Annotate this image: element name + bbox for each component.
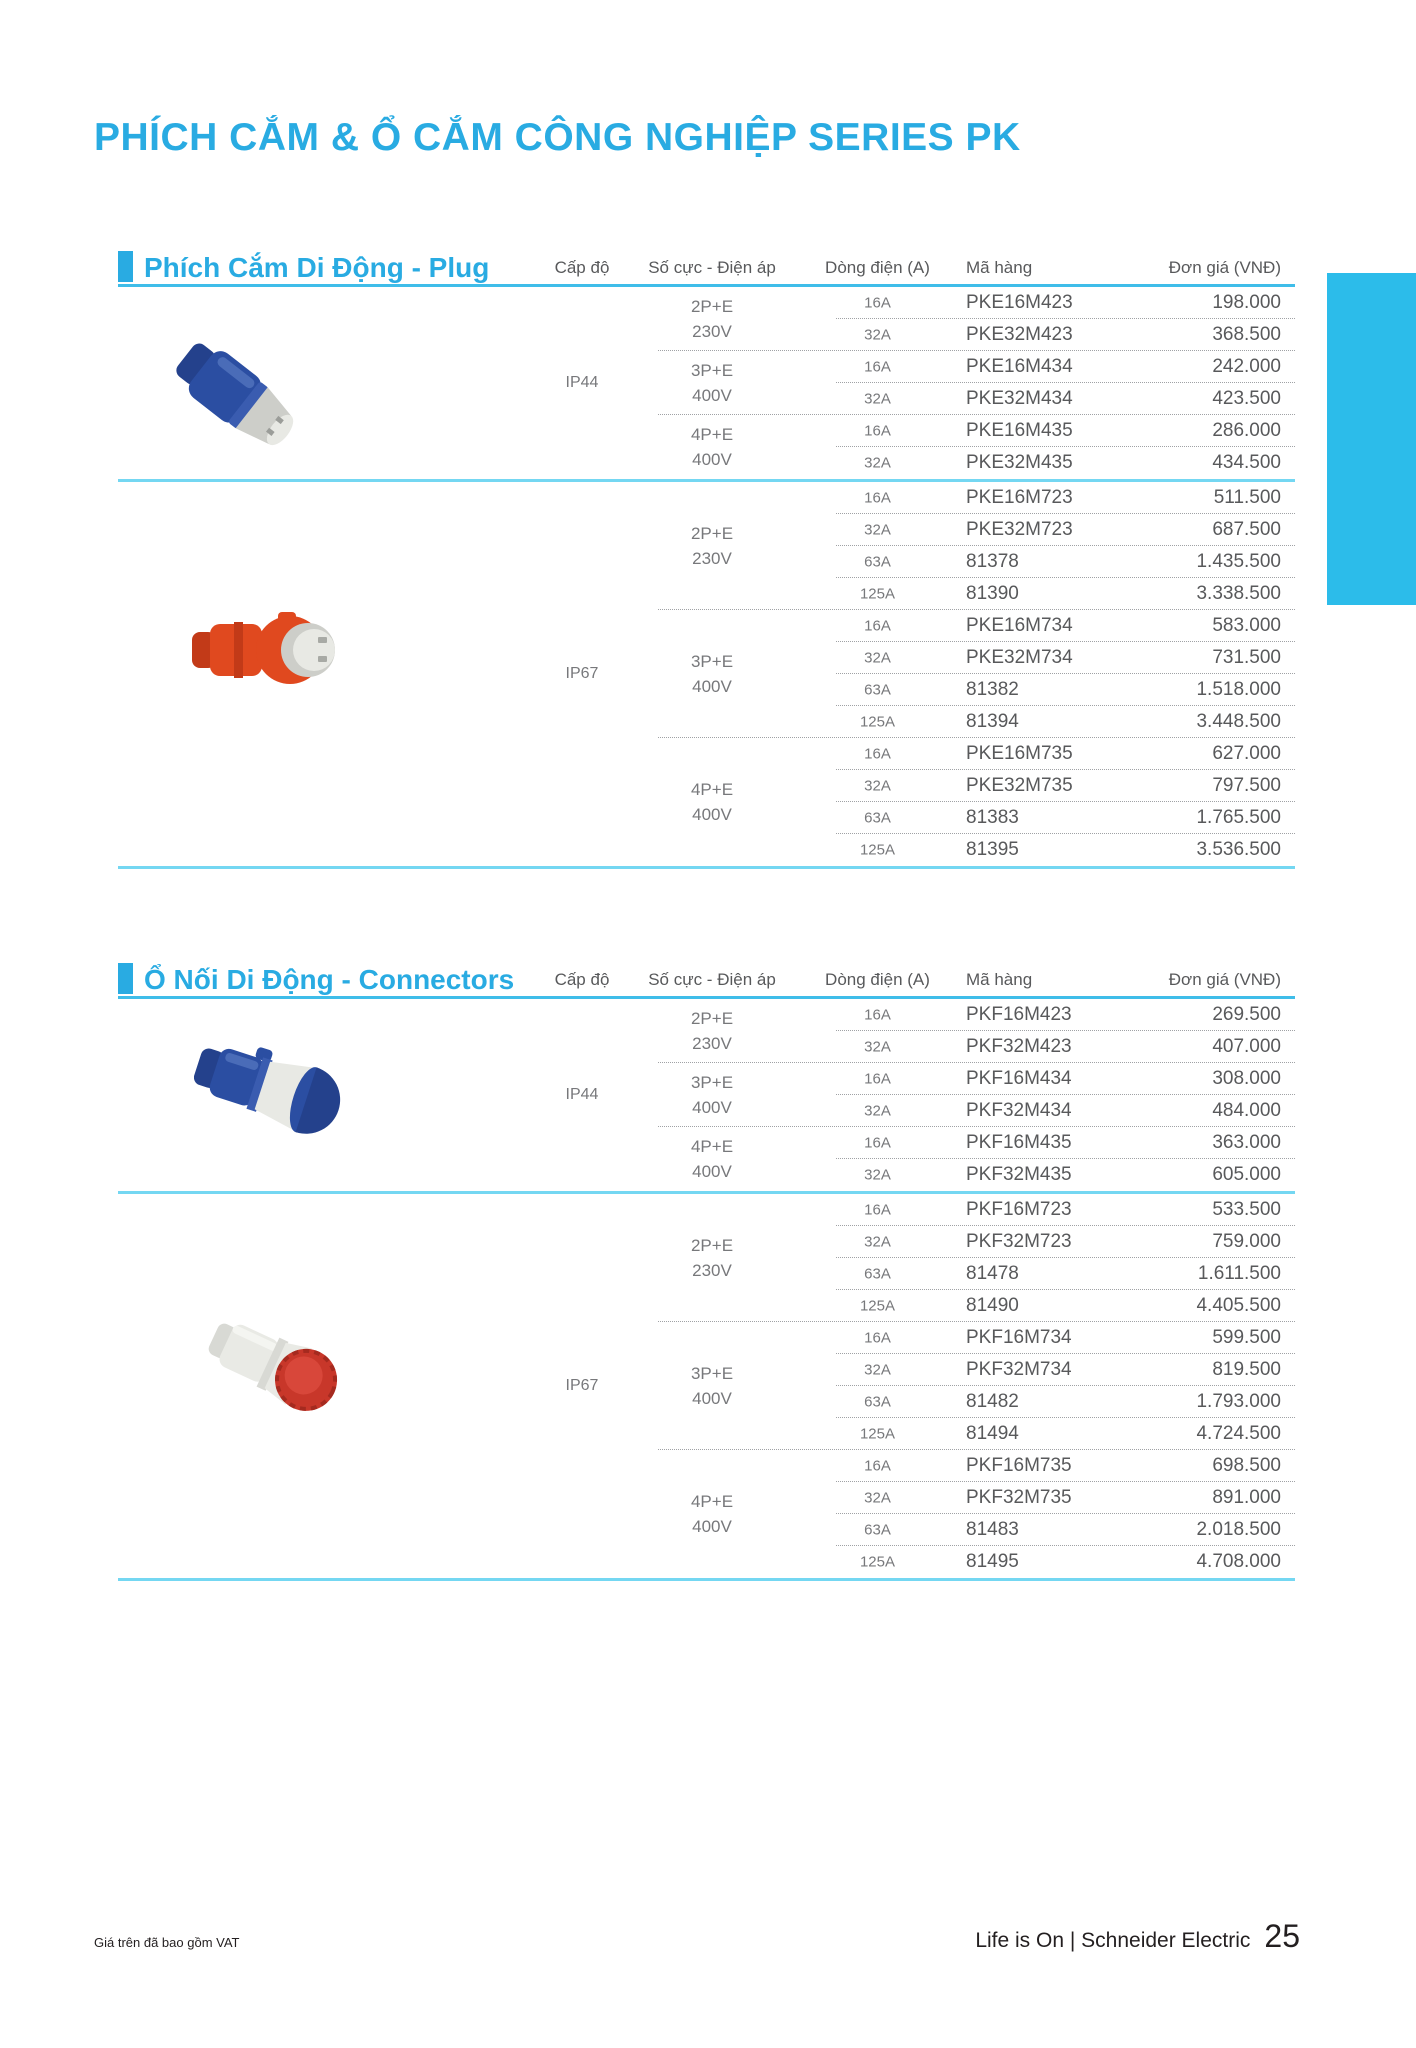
part-code-cell: PKE32M734 [966,647,1073,668]
part-code-cell: PKE32M723 [966,519,1073,540]
current-cell: 32A [864,1233,891,1251]
part-code-cell: PKE32M735 [966,775,1073,796]
column-header-mahang: Mã hàng [966,970,1033,989]
column-header-capdo: Cấp độ [554,970,610,989]
vat-note: Giá trên đã bao gồm VAT [94,1935,240,1950]
part-code-cell: PKF32M434 [966,1100,1072,1121]
part-code-cell: PKF16M434 [966,1068,1072,1089]
poles-voltage: 3P+E 400V [690,1073,734,1117]
part-code-cell: 81495 [966,1551,1019,1572]
current-cell: 16A [864,1201,891,1219]
price-cell: 599.500 [1212,1327,1281,1348]
column-header-dongia: Đơn giá (VNĐ) [1168,970,1281,989]
price-cell: 687.500 [1212,519,1281,540]
part-code-cell: 81494 [966,1423,1019,1444]
poles-voltage: 3P+E 400V [690,1364,734,1408]
current-cell: 63A [864,1393,891,1411]
table-row [118,482,1295,514]
current-cell: 32A [864,1102,891,1120]
price-cell: 533.500 [1212,1199,1281,1220]
table-row [118,319,1295,351]
subgroup [118,1322,1295,1450]
price-cell: 368.500 [1212,324,1281,345]
part-code-cell: 81378 [966,551,1019,572]
part-code-cell: 81394 [966,711,1019,732]
table-row [118,415,1295,447]
table-row [118,834,1295,866]
table-row [118,674,1295,706]
table-row [118,1127,1295,1159]
price-cell: 1.765.500 [1196,807,1281,828]
part-code-cell: PKF32M735 [966,1487,1072,1508]
price-cell: 759.000 [1212,1231,1281,1252]
column-header-mahang: Mã hàng [966,258,1033,277]
price-cell: 198.000 [1212,292,1281,313]
current-cell: 125A [859,1297,896,1315]
page-number: 25 [1264,1918,1300,1954]
price-cell: 434.500 [1212,452,1281,473]
current-cell: 32A [864,777,891,795]
poles-voltage: 4P+E 400V [690,1492,734,1536]
table-row [118,351,1295,383]
table-row [118,578,1295,610]
table-row [118,447,1295,479]
price-cell: 484.000 [1212,1100,1281,1121]
price-cell: 2.018.500 [1196,1519,1281,1540]
part-code-cell: 81482 [966,1391,1019,1412]
section-1 [118,240,1295,869]
column-header-socuc: Số cực - Điện áp [648,970,776,989]
table-row [118,770,1295,802]
current-cell: 32A [864,390,891,408]
current-cell: 32A [864,1166,891,1184]
part-code-cell: PKE16M723 [966,487,1073,508]
current-cell: 125A [859,1425,896,1443]
column-header-dong: Dòng điện (A) [825,258,930,277]
current-cell: 125A [859,841,896,859]
table-row [118,1159,1295,1191]
price-cell: 286.000 [1212,420,1281,441]
ip-rating: IP44 [565,374,599,391]
table-row [118,738,1295,770]
table-row [118,287,1295,319]
subgroup [118,415,1295,479]
column-header-dong: Dòng điện (A) [825,970,930,989]
section-header [118,240,1295,287]
subgroup [118,999,1295,1063]
price-cell: 891.000 [1212,1487,1281,1508]
current-cell: 16A [864,1329,891,1347]
current-cell: 63A [864,1521,891,1539]
part-code-cell: PKF32M435 [966,1164,1072,1185]
part-code-cell: PKE32M435 [966,452,1073,473]
table-row [118,1546,1295,1578]
table-row [118,1386,1295,1418]
part-code-cell: 81490 [966,1295,1019,1316]
price-cell: 3.448.500 [1196,711,1281,732]
table-row [118,1031,1295,1063]
table-row [118,546,1295,578]
price-cell: 698.500 [1212,1455,1281,1476]
price-cell: 627.000 [1212,743,1281,764]
table-row [118,802,1295,834]
current-cell: 63A [864,809,891,827]
part-code-cell: 81382 [966,679,1019,700]
side-tab [1327,273,1416,605]
footer-brand [975,1918,1300,1955]
current-cell: 32A [864,649,891,667]
price-cell: 423.500 [1212,388,1281,409]
part-code-cell: PKF32M723 [966,1231,1072,1252]
subgroup [118,287,1295,351]
poles-voltage: 3P+E 400V [690,361,734,405]
group-ip67 [118,482,1295,869]
price-cell: 1.793.000 [1196,1391,1281,1412]
ip-rating: IP67 [565,665,599,682]
column-header-capdo: Cấp độ [554,258,610,277]
price-cell: 797.500 [1212,775,1281,796]
part-code-cell: PKF32M423 [966,1036,1072,1057]
table-row [118,642,1295,674]
part-code-cell: PKE16M435 [966,420,1073,441]
price-cell: 363.000 [1212,1132,1281,1153]
current-cell: 32A [864,1489,891,1507]
table-row [118,1514,1295,1546]
subgroup [118,738,1295,866]
price-cell: 605.000 [1212,1164,1281,1185]
part-code-cell: PKE16M734 [966,615,1073,636]
part-code-cell: PKE16M423 [966,292,1073,313]
table-row [118,1226,1295,1258]
current-cell: 16A [864,617,891,635]
table-row [118,1354,1295,1386]
part-code-cell: 81390 [966,583,1019,604]
table-row [118,1322,1295,1354]
subgroup [118,1194,1295,1322]
table-row [118,1418,1295,1450]
group-ip44 [118,999,1295,1194]
price-cell: 731.500 [1212,647,1281,668]
part-code-cell: PKE16M434 [966,356,1073,377]
part-code-cell: PKF16M723 [966,1199,1072,1220]
current-cell: 32A [864,1038,891,1056]
price-cell: 3.536.500 [1196,839,1281,860]
part-code-cell: 81383 [966,807,1019,828]
group-ip44 [118,287,1295,482]
current-cell: 63A [864,681,891,699]
subgroup [118,482,1295,610]
subgroup [118,351,1295,415]
current-cell: 16A [864,1006,891,1024]
subgroup [118,1450,1295,1578]
poles-voltage: 4P+E 400V [690,425,734,469]
page-title: PHÍCH CẮM & Ổ CẮM CÔNG NGHIỆP SERIES PK [94,116,1021,159]
price-cell: 1.611.500 [1197,1263,1281,1284]
table-row [118,383,1295,415]
current-cell: 125A [859,585,896,603]
current-cell: 16A [864,294,891,312]
poles-voltage: 3P+E 400V [690,652,734,696]
subgroup [118,1127,1295,1191]
price-cell: 3.338.500 [1196,583,1281,604]
section-2 [118,952,1295,1581]
section-bullet-icon [118,251,133,282]
section-bullet-icon [118,963,133,994]
price-cell: 407.000 [1212,1036,1281,1057]
table-row [118,999,1295,1031]
subgroup [118,610,1295,738]
price-cell: 4.405.500 [1196,1295,1281,1316]
current-cell: 16A [864,745,891,763]
ip-rating: IP67 [565,1377,599,1394]
current-cell: 32A [864,521,891,539]
price-cell: 4.724.500 [1196,1423,1281,1444]
group-ip67 [118,1194,1295,1581]
price-cell: 583.000 [1212,615,1281,636]
current-cell: 125A [859,713,896,731]
column-header-socuc: Số cực - Điện áp [648,258,776,277]
price-cell: 242.000 [1212,356,1281,377]
current-cell: 16A [864,358,891,376]
table-row [118,1482,1295,1514]
table-row [118,610,1295,642]
current-cell: 16A [864,1134,891,1152]
price-cell: 819.500 [1212,1359,1281,1380]
table-row [118,1063,1295,1095]
table-row [118,1095,1295,1127]
part-code-cell: PKF16M734 [966,1327,1072,1348]
poles-voltage: 2P+E 230V [690,524,734,568]
part-code-cell: PKE16M735 [966,743,1073,764]
price-cell: 308.000 [1212,1068,1281,1089]
table-row [118,1290,1295,1322]
part-code-cell: 81483 [966,1519,1019,1540]
section-title: Phích Cắm Di Động - Plug [144,252,490,283]
price-cell: 1.518.000 [1196,679,1281,700]
price-cell: 511.500 [1213,487,1281,508]
current-cell: 16A [864,422,891,440]
section-title: Ổ Nối Di Động - Connectors [144,964,515,995]
price-cell: 1.435.500 [1196,551,1281,572]
current-cell: 32A [864,326,891,344]
table-row [118,1450,1295,1482]
footer [94,1918,1300,1955]
table-row [118,1258,1295,1290]
part-code-cell: PKF16M423 [966,1004,1072,1025]
poles-voltage: 2P+E 230V [690,1236,734,1280]
column-header-dongia: Đơn giá (VNĐ) [1168,258,1281,277]
current-cell: 125A [859,1553,896,1571]
part-code-cell: PKE32M434 [966,388,1073,409]
current-cell: 16A [864,1457,891,1475]
current-cell: 32A [864,1361,891,1379]
current-cell: 16A [864,1070,891,1088]
poles-voltage: 2P+E 230V [690,297,734,341]
part-code-cell: PKF32M734 [966,1359,1072,1380]
part-code-cell: 81478 [966,1263,1019,1284]
poles-voltage: 4P+E 400V [690,780,734,824]
part-code-cell: PKF16M435 [966,1132,1072,1153]
brand-tagline: Life is On | Schneider Electric [975,1929,1251,1952]
price-cell: 4.708.000 [1196,1551,1281,1572]
table-row [118,1194,1295,1226]
current-cell: 32A [864,454,891,472]
part-code-cell: PKF16M735 [966,1455,1072,1476]
poles-voltage: 2P+E 230V [690,1009,734,1053]
ip-rating: IP44 [565,1086,599,1103]
section-header [118,952,1295,999]
table-row [118,706,1295,738]
part-code-cell: 81395 [966,839,1019,860]
current-cell: 63A [864,553,891,571]
poles-voltage: 4P+E 400V [690,1137,734,1181]
subgroup [118,1063,1295,1127]
current-cell: 16A [864,489,891,507]
part-code-cell: PKE32M423 [966,324,1073,345]
price-cell: 269.500 [1212,1004,1281,1025]
current-cell: 63A [864,1265,891,1283]
table-row [118,514,1295,546]
